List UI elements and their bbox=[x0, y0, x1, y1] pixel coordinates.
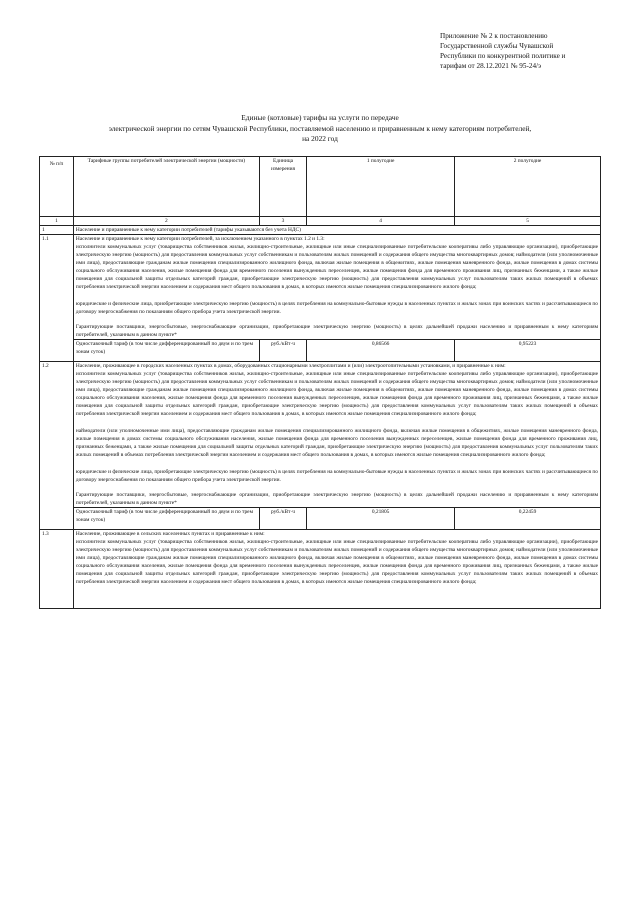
column-number: 3 bbox=[259, 217, 306, 226]
row-text: Население и приравненные к нему категории потребителей (тарифы указываются без учета НДС) bbox=[73, 226, 600, 235]
row-number: 1.2 bbox=[40, 362, 74, 530]
appendix-note bbox=[440, 31, 598, 71]
table-row bbox=[40, 226, 601, 235]
header-half-2: 2 полугодие bbox=[455, 157, 601, 217]
row-description bbox=[73, 362, 600, 508]
value-half-1: 0,86566 bbox=[307, 340, 455, 362]
value-half-2: 0,95223 bbox=[455, 340, 601, 362]
title-line-2: электрической энергии по сетям Чувашской Республики, поставляемой населению и приравненным к нему категориям потребителей, bbox=[108, 123, 532, 133]
paragraph: наймодатели (или уполномоченные ими лица), предоставляющие гражданам жилые помещения специализированного жилищного фонда, включая жилые помещения в общежитиях, жилые помещения маневренного фонда, жилые помещения в домах системы социального обслуживания населения, жилые помещения фонда для временного поселения вынужденных переселенцев, жилые помещения фонда для временного проживания лиц, признанных беженцами, а также жилые помещения для социальной защиты отдельных категорий граждан, приобретающие электрическую энергию (мощность) для предоставления коммунальных услуг пользователям таких жилых помещений в объемах потребления электрической энергии населением и содержания мест общего пользования в домах, в которых имеются жилые помещения специализированного жилого фонда; bbox=[75, 428, 598, 458]
column-number: 4 bbox=[307, 217, 455, 226]
column-number: 2 bbox=[73, 217, 259, 226]
appendix-line: Приложение № 2 к постановлению bbox=[440, 32, 548, 40]
title-line-3: на 2022 год bbox=[302, 134, 338, 143]
header-num: № п/п bbox=[40, 157, 74, 217]
paragraph: Население, проживающее в городских населенных пунктах в домах, оборудованных стационарными электроплитами и (или) электроотопительными установками, и приравненные к ним: bbox=[75, 363, 506, 369]
appendix-line: Республики по конкурентной политике и bbox=[440, 52, 566, 60]
row-number: 1.3 bbox=[40, 530, 74, 609]
rate-label: Одноставочный тариф (в том числе дифференцированный по двум и по трем зонам суток) bbox=[73, 340, 259, 362]
paragraph: Гарантирующие поставщики, энергосбытовые, энергоснабжающие организации, приобретающие электрическую энергию (мощность) в целях дальнейшей продажи населению и приравненным к нему категориям потребителей, указанным в данном пункте* bbox=[75, 492, 598, 506]
table-header-row bbox=[40, 157, 601, 217]
appendix-line: тарифам от 28.12.2021 № 95-24/э bbox=[440, 62, 542, 70]
row-number: 1.1 bbox=[40, 235, 74, 362]
column-number-row bbox=[40, 217, 601, 226]
paragraph: исполнители коммунальных услуг (товарищества собственников жилья, жилищно-строительные, жилищные или иные специализированные потребительские кооперативы либо управляющие организации), приобретающие электрическую энергию (мощность) для предоставления коммунальных услуг собственникам и пользователям жилых помещений и содержания общего имущества многоквартирных домов; наймодатели (или уполномоченные ими лица), предоставляющие гражданам жилые помещения специализированного жилищного фонда, включая жилые помещения в общежитиях, жилые помещения маневренного фонда, жилые помещения в домах системы социального обслуживания населения, жилые помещения фонда для временного поселения вынужденных переселенцев, жилые помещения фонда для временного проживания лиц, признанных беженцами, а также жилые помещения для социальной защиты отдельных категорий граждан, приобретающие электрическую энергию (мощность) для предоставления коммунальных услуг пользователям таких жилых помещений в объемах потребления электрической энергии населением и содержания мест общего пользования в домах, в которых имеются жилые помещения специализированного жилого фонда; bbox=[75, 371, 598, 417]
table-row bbox=[40, 508, 601, 530]
title-line-1: Единые (котловые) тарифы на услуги по передаче bbox=[241, 113, 399, 122]
header-group: Тарифные группы потребителей электрической энергии (мощности) bbox=[73, 157, 259, 217]
column-number: 1 bbox=[40, 217, 74, 226]
value-half-1: 0,21805 bbox=[307, 508, 455, 530]
document-title bbox=[60, 113, 580, 145]
paragraph: Гарантирующие поставщики, энергосбытовые, энергоснабжающие организации, приобретающие электрическую энергию (мощность) в целях дальнейшей продажи населению и приравненным к нему категориям потребителей, указанным в данном пункте* bbox=[75, 324, 598, 338]
header-half-1: 1 полугодие bbox=[307, 157, 455, 217]
tariff-table bbox=[39, 156, 601, 609]
column-number: 5 bbox=[455, 217, 601, 226]
unit-cell: руб./кВт·ч bbox=[259, 508, 306, 530]
paragraph: юридические и физические лица, приобретающие электрическую энергию (мощность) в целях потребления на коммунально-бытовые нужды в населенных пунктах и жилых зонах при воинских частях и рассчитывающиеся по договору энергоснабжения по показаниям общего прибора учета электрической энергии. bbox=[75, 469, 598, 483]
row-number: 1 bbox=[40, 226, 74, 235]
table-row bbox=[40, 362, 601, 508]
table-row bbox=[40, 235, 601, 340]
table-row bbox=[40, 340, 601, 362]
paragraph: Население, проживающее в сельских населенных пунктах и приравненные к ним: bbox=[75, 531, 265, 537]
paragraph: исполнители коммунальных услуг (товарищества собственников жилья, жилищно-строительные, жилищные или иные специализированные потребительские кооперативы либо управляющие организации), приобретающие электрическую энергию (мощность) для предоставления коммунальных услуг собственникам и пользователям жилых помещений и содержания общего имущества многоквартирных домов; наймодатели (или уполномоченные ими лица), предоставляющие гражданам жилые помещения специализированного жилищного фонда, включая жилые помещения в общежитиях, жилые помещения маневренного фонда, жилые помещения в домах системы социального обслуживания населения, жилые помещения фонда для временного поселения вынужденных переселенцев, жилые помещения фонда для временного проживания лиц, признанных беженцами, а также жилые помещения для социальной защиты отдельных категорий граждан, приобретающие электрическую энергию (мощность) для предоставления коммунальных услуг пользователям таких жилых помещений в объемах потребления электрической энергии населением и содержания мест общего пользования в домах, в которых имеются жилые помещения специализированного жилого фонда; bbox=[75, 539, 598, 585]
row-description bbox=[73, 235, 600, 340]
appendix-line: Государственной службы Чувашской bbox=[440, 42, 554, 50]
value-half-2: 0,22459 bbox=[455, 508, 601, 530]
unit-cell: руб./кВт·ч bbox=[259, 340, 306, 362]
header-unit: Единица измерения bbox=[259, 157, 306, 217]
row-description bbox=[73, 530, 600, 609]
rate-label: Одноставочный тариф (в том числе дифференцированный по двум и по трем зонам суток) bbox=[73, 508, 259, 530]
paragraph: юридические и физические лица, приобретающие электрическую энергию (мощность) в целях потребления на коммунально-бытовые нужды в населенных пунктах и жилых зонах при воинских частях и рассчитывающиеся по договору энергоснабжения по показаниям общего прибора учета электрической энергии. bbox=[75, 301, 598, 315]
paragraph: исполнители коммунальных услуг (товарищества собственников жилья, жилищно-строительные, жилищные или иные специализированные потребительские кооперативы либо управляющие организации), приобретающие электрическую энергию (мощность) для предоставления коммунальных услуг собственникам и пользователям жилых помещений и содержания общего имущества многоквартирных домов; наймодатели (или уполномоченные ими лица), предоставляющие гражданам жилые помещения специализированного жилищного фонда, включая жилые помещения в общежитиях, жилые помещения маневренного фонда, жилые помещения в домах системы социального обслуживания населения, жилые помещения фонда для временного поселения вынужденных переселенцев, жилые помещения фонда для временного проживания лиц, признанных беженцами, а также жилые помещения для социальной защиты отдельных категорий граждан, приобретающие электрическую энергию (мощность) для предоставления коммунальных услуг пользователям таких жилых помещений в объемах потребления электрической энергии населением и содержания мест общего пользования в домах, в которых имеются жилые помещения специализированного жилого фонда; bbox=[75, 244, 598, 290]
table-row bbox=[40, 530, 601, 609]
paragraph: Население и приравненные к нему категории потребителей, за исключением указанного в пунктах 1.2 и 1.3: bbox=[75, 236, 325, 242]
